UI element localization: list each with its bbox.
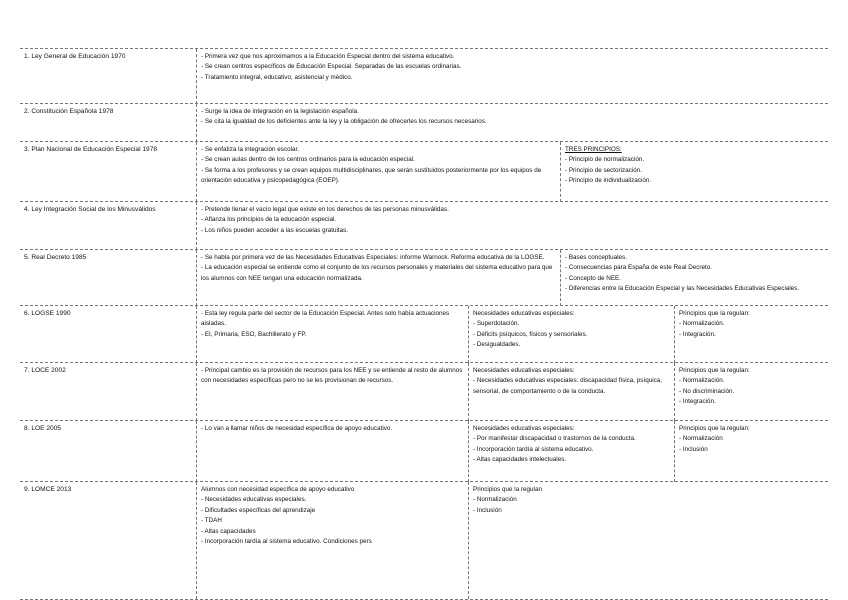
- text-line: - Se cita la igualdad de los deficientes ante la ley y la obligación de ofrecerles los recursos necesarios.: [201, 118, 487, 126]
- text-line: - Se crean centros específicos de Educación Especial. Separadas de las escuelas ordinarias.: [201, 63, 462, 71]
- text-line: - Tratamiento integral, educativo, asistencial y médico.: [201, 73, 353, 81]
- text-line: - Inclusión: [473, 506, 502, 514]
- text-line: - Se enfatiza la integración escolar.: [201, 146, 300, 153]
- table-row: [20, 362, 828, 421]
- text-line: Necesidades educativas especiales:: [473, 367, 575, 374]
- text-line: Necesidades educativas especiales:: [473, 310, 575, 317]
- table-row: [20, 201, 828, 250]
- law-name: 9. LOMCE 2013: [24, 486, 72, 493]
- description-cell: [196, 482, 468, 599]
- text-line: - Surge la idea de integración en la legislación española.: [201, 108, 359, 115]
- text-line: - Principio de individualización.: [565, 177, 652, 185]
- description-cell: [196, 104, 828, 142]
- law-name: 6. LOGSE 1990: [24, 310, 71, 317]
- text-line: - Por manifestar discapacidad o trastornos de la conducta.: [473, 435, 636, 443]
- text-line: - EI, Primaria, ESO, Bachillerato y FP.: [201, 330, 307, 338]
- text-line: - Normalización: [679, 435, 723, 443]
- description-cell: [196, 250, 560, 306]
- text-line: - Se forma a los profesores y se crean equipos multidisciplinares, que serán sustituidos posteriormente por los equipos de orientación educativa y psicopedagógica (EOEP).: [201, 166, 542, 185]
- table-row: [20, 249, 828, 306]
- text-line: - Bases conceptuales.: [565, 254, 627, 261]
- text-line: - Necesidades educativas especiales: discapacidad física, psíquica, sensorial, de comportamiento o de la conducta.: [473, 377, 663, 395]
- description-cell: [196, 306, 468, 363]
- text-line: - Incorporación tardía al sistema educativo. Condiciones pers: [201, 538, 372, 546]
- text-line: Principios que la regulan:: [679, 367, 750, 374]
- principles-cell: [674, 363, 828, 421]
- text-line: - Superdotación.: [473, 320, 520, 328]
- law-name: 3. Plan Nacional de Educación Especial 1978: [24, 146, 158, 153]
- text-line: - Dificultades específicas del aprendizaje: [201, 506, 316, 514]
- table-row: [20, 420, 828, 482]
- table-row: [20, 305, 828, 363]
- text-line: Principios que la regulan:: [679, 310, 750, 317]
- text-line: - Principio de normalización.: [565, 156, 645, 164]
- text-line: - Normalización.: [679, 320, 725, 328]
- text-line: - Altas capacidades: [201, 527, 256, 535]
- principles-cell: [560, 142, 828, 202]
- table-row: [20, 141, 828, 202]
- text-line: - Se crean aulas dentro de los centros ordinarios para la educación especial.: [201, 156, 415, 164]
- text-line: - Necesidades educativas especiales.: [201, 496, 307, 504]
- table-row: [20, 48, 828, 104]
- law-name: 2. Constitución Española 1978: [24, 108, 114, 115]
- text-line: Necesidades educativas especiales:: [473, 425, 575, 432]
- principles-cell: [674, 306, 828, 363]
- text-line: - Inclusión: [679, 445, 708, 453]
- needs-cell: [468, 306, 674, 363]
- law-name: 4. Ley Integración Social de los Minusválidos: [24, 206, 156, 213]
- description-cell: [196, 49, 828, 104]
- law-name: 5. Real Decreto 1985: [24, 254, 87, 261]
- text-line: Principios que la regulan: [473, 486, 542, 493]
- description-cell: [196, 142, 560, 202]
- text-line: Alumnos con necesidad específica de apoyo educativo: [201, 486, 355, 493]
- text-line: - Concepto de NEE.: [565, 274, 622, 282]
- text-line: - No discriminación.: [679, 387, 735, 395]
- text-line: - Integración.: [679, 398, 716, 406]
- principles-heading: TRES PRINCIPIOS:: [565, 146, 622, 153]
- text-line: Principios que la regulan:: [679, 425, 750, 432]
- text-line: - Altas capacidades intelectuales.: [473, 456, 567, 464]
- text-line: - Primera vez que nos aproximamos a la Educación Especial dentro del sistema educativo.: [201, 53, 455, 60]
- text-line: - Los niños pueden acceder a las escuelas gratuitas.: [201, 226, 349, 234]
- description-cell: [196, 202, 828, 250]
- text-line: - Principal cambio es la provisión de recursos para los NEE y se entiende al resto de alumnos con necesidades específicas pero no se les provisionan de recursos.: [201, 367, 463, 385]
- text-line: - Diferencias entre la Educación Especial y las Necesidades Educativas Especiales.: [565, 285, 800, 293]
- needs-cell: [468, 421, 674, 482]
- text-line: - Integración.: [679, 330, 716, 338]
- text-line: - La educación especial se entiende como el conjunto de los recursos personales y materiales del sistema educativo para que los alumnos con NEE tengan una educación normalizada.: [201, 264, 553, 282]
- text-line: - Déficits psíquicos, físicos y sensoriales.: [473, 330, 588, 338]
- table-row: [20, 103, 828, 142]
- law-name: 8. LOE 2005: [24, 425, 62, 432]
- law-name: 7. LOCE 2002: [24, 367, 66, 374]
- text-line: - Consecuencias para España de este Real Decreto.: [565, 264, 713, 272]
- principles-cell: [468, 482, 828, 599]
- text-line: - Esta ley regula parte del sector de la Educación Especial. Antes solo había actuaciones aisladas.: [201, 310, 450, 328]
- text-line: - Pretende llenar el vacío legal que existe en los derechos de las personas minusválidas.: [201, 206, 449, 213]
- text-line: - Normalización.: [679, 377, 725, 385]
- text-line: - Afianza los principios de la educación especial.: [201, 216, 337, 224]
- text-line: - Principio de sectorización.: [565, 166, 642, 174]
- table-row: [20, 481, 828, 600]
- text-line: - Desigualdades.: [473, 341, 521, 349]
- needs-cell: [468, 363, 674, 421]
- description-cell: [196, 421, 468, 482]
- description-cell: [196, 363, 468, 421]
- text-line: - TDAH: [201, 517, 222, 525]
- text-line: - Incorporación tardía al sistema educativo.: [473, 445, 594, 453]
- text-line: - Normalización: [473, 496, 517, 504]
- text-line: - Lo van a llamar niños de necesidad específica de apoyo educativo.: [201, 425, 393, 432]
- topics-cell: [560, 250, 828, 306]
- law-name: 1. Ley General de Educación 1970: [24, 53, 126, 60]
- text-line: - Se habla por primera vez de las Necesidades Educativas Especiales: informe Warnock. Reforma educativa de la LOGSE.: [201, 254, 545, 261]
- principles-cell: [674, 421, 828, 482]
